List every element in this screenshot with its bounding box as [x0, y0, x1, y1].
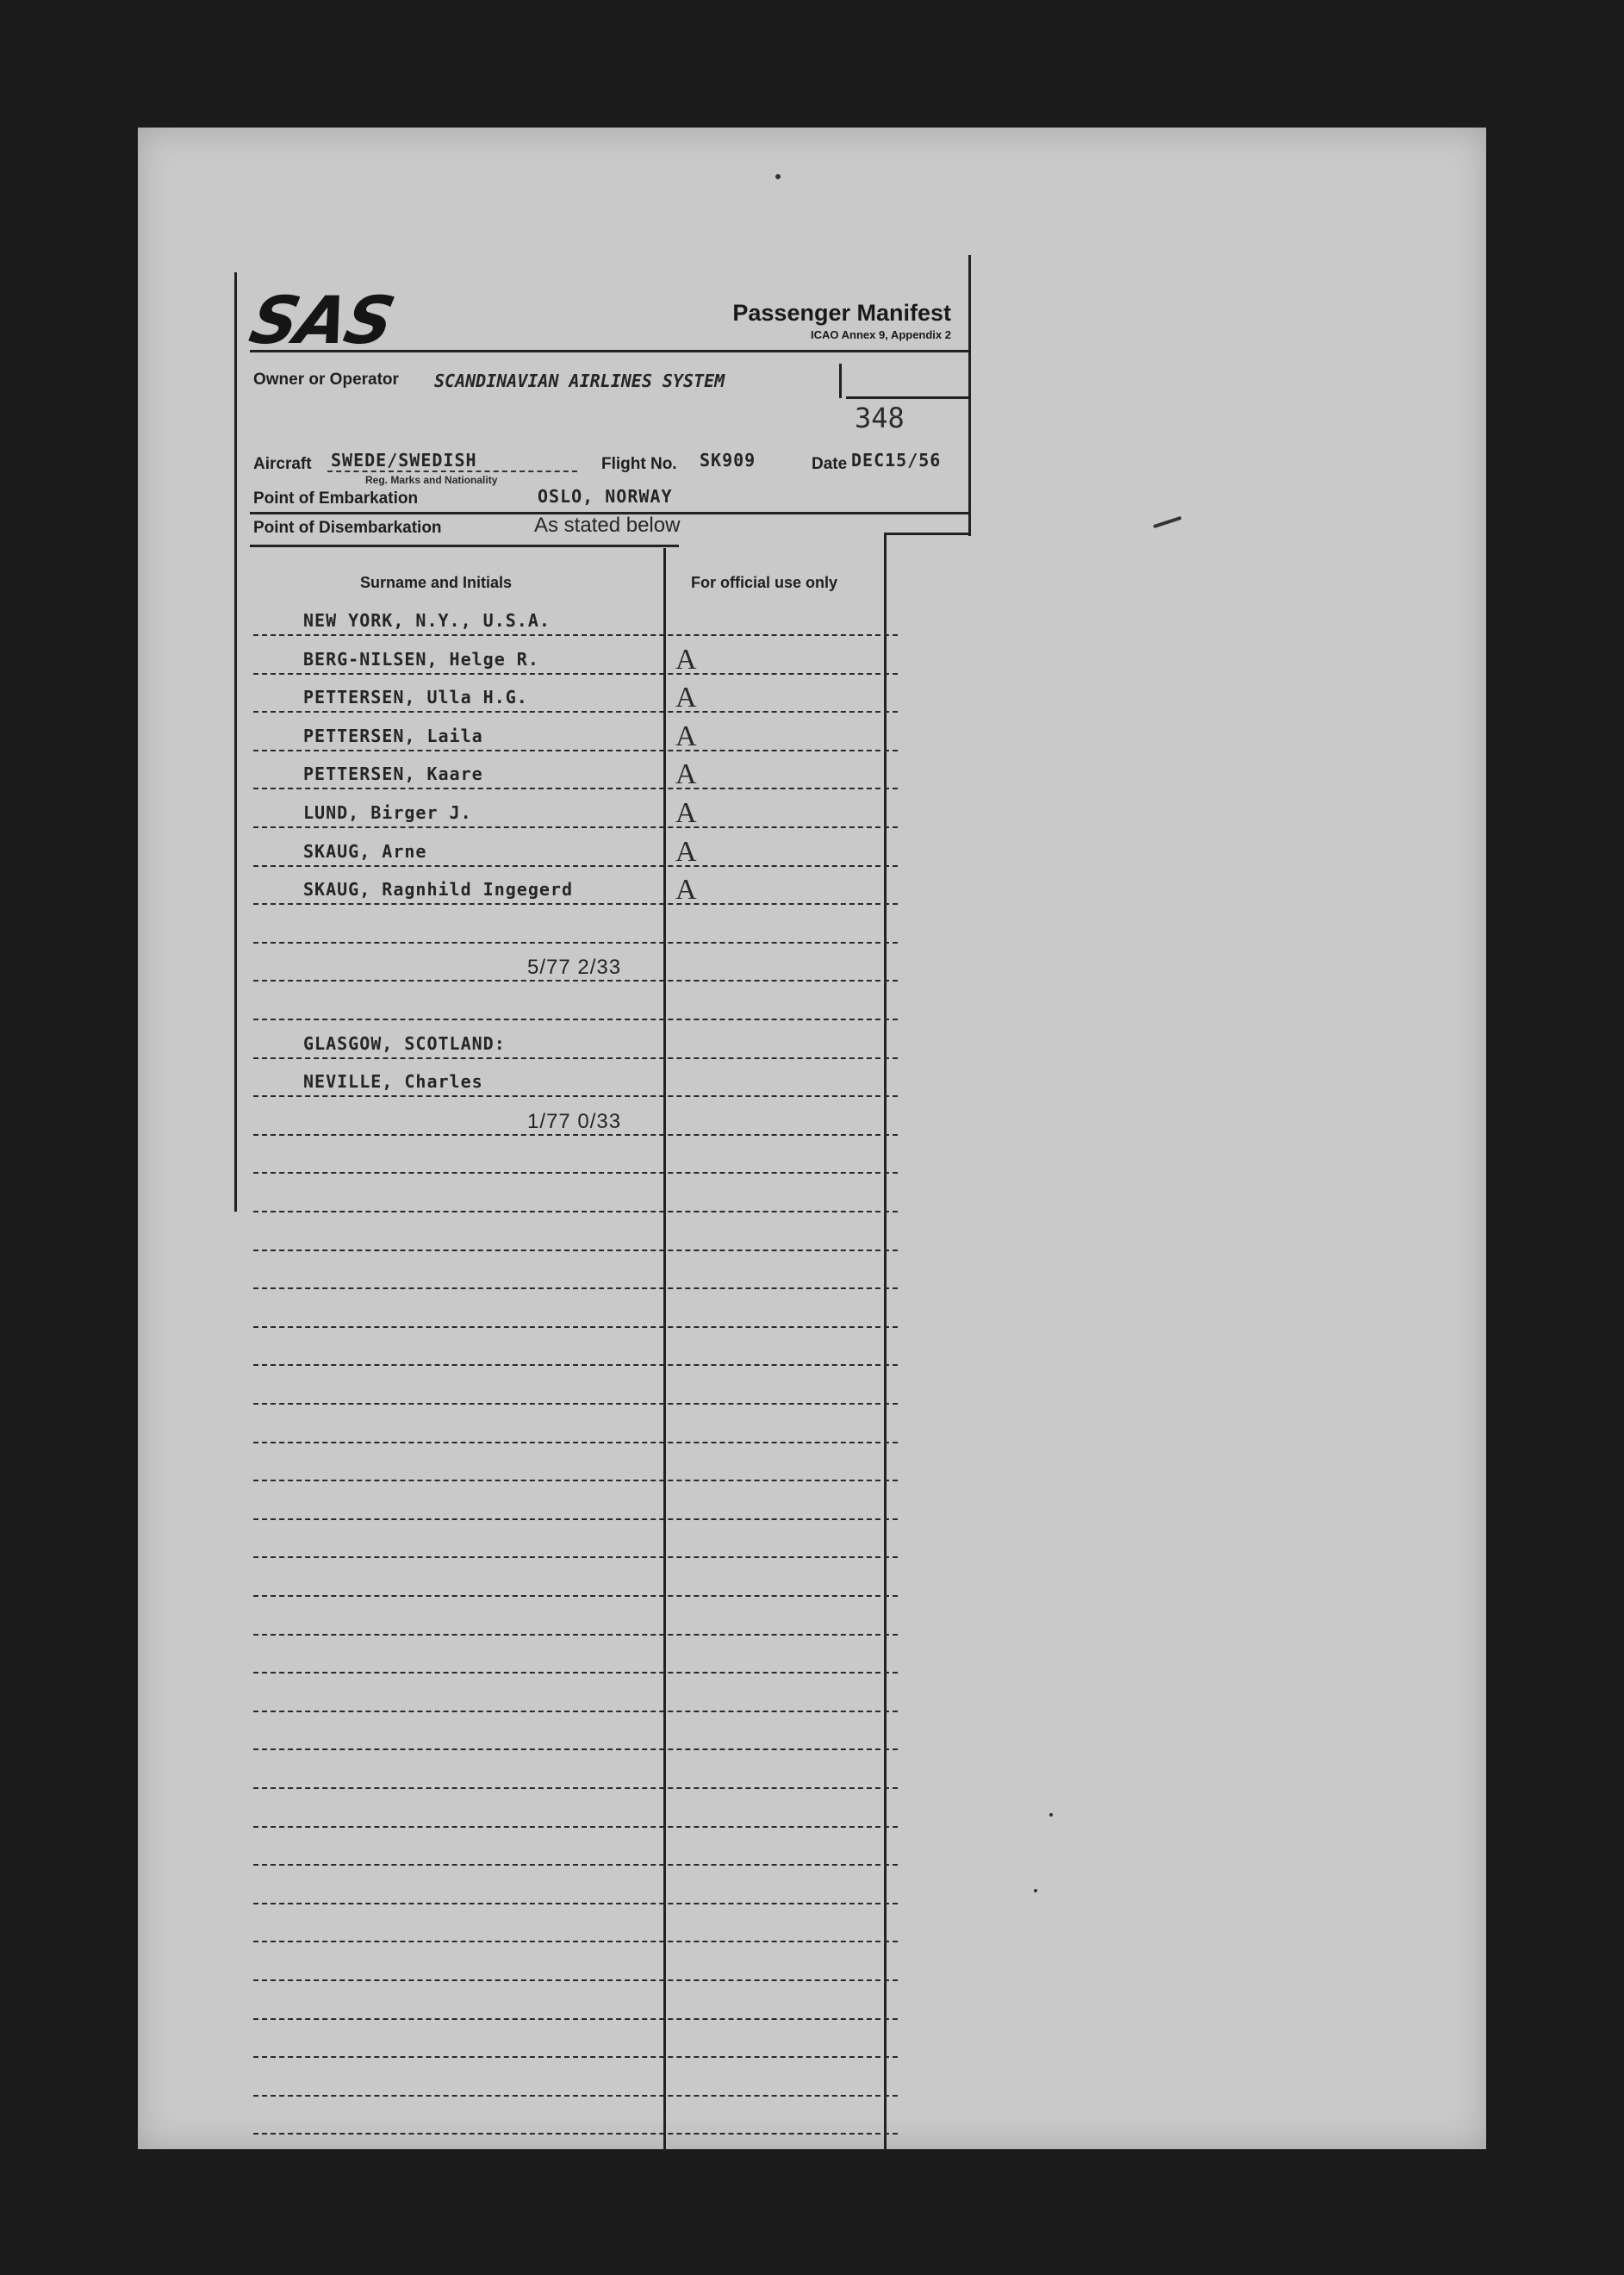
row-rule — [253, 1287, 898, 1289]
official-column-header: For official use only — [691, 574, 838, 591]
row-rule — [253, 1057, 898, 1059]
row-rule — [253, 1211, 898, 1212]
passenger-entry: NEVILLE, Charles — [303, 1071, 483, 1093]
row-rule — [253, 2095, 898, 2097]
row-rule — [253, 1518, 898, 1520]
official-mark: A — [675, 797, 697, 829]
row-rule — [253, 1941, 898, 1942]
passenger-entry: LUND, Birger J. — [303, 802, 472, 823]
row-rule — [253, 1095, 898, 1097]
form-title: Passenger Manifest — [732, 300, 951, 326]
flight-label: Flight No. — [601, 455, 677, 473]
disembark-value: As stated below — [534, 514, 681, 537]
date-value: DEC15/56 — [851, 450, 942, 471]
row-rule — [253, 1442, 898, 1443]
form-subtitle: ICAO Annex 9, Appendix 2 — [810, 328, 951, 341]
row-rule — [253, 1672, 898, 1674]
row-rule — [253, 980, 898, 982]
aircraft-label: Aircraft — [253, 455, 312, 473]
row-rule — [253, 865, 898, 867]
row-rule — [253, 1826, 898, 1828]
row-rule — [253, 1787, 898, 1789]
surname-column-header: Surname and Initials — [360, 574, 513, 591]
row-rule — [253, 2056, 898, 2058]
official-column-right — [884, 533, 887, 2151]
aircraft-value: SWEDE/SWEDISH — [331, 450, 477, 471]
passenger-entry: PETTERSEN, Kaare — [303, 764, 483, 785]
paper-speck — [1034, 1889, 1037, 1892]
sas-logo: SAS — [243, 282, 400, 358]
row-rule — [253, 673, 898, 675]
official-mark: A — [675, 720, 697, 752]
paper-speck — [1049, 1813, 1053, 1817]
header-rule-1 — [250, 350, 970, 352]
owner-divider — [839, 364, 842, 398]
row-rule — [253, 1903, 898, 1904]
row-rule — [253, 826, 898, 828]
passenger-entry: BERG-NILSEN, Helge R. — [303, 648, 539, 670]
row-rule — [253, 1979, 898, 1981]
row-rule — [253, 1480, 898, 1481]
passenger-entry: SKAUG, Ragnhild Ingegerd — [303, 879, 573, 901]
row-rule — [253, 634, 898, 636]
official-mark: A — [675, 682, 697, 714]
paper-speck — [775, 174, 781, 179]
passenger-entry: PETTERSEN, Ulla H.G. — [303, 687, 528, 708]
passenger-entry: 1/77 0/33 — [527, 1109, 622, 1133]
disembark-label: Point of Disembarkation — [253, 519, 442, 537]
row-rule — [253, 1634, 898, 1636]
row-rule — [253, 1556, 898, 1558]
row-rule — [253, 1134, 898, 1136]
row-rule — [253, 1595, 898, 1597]
row-rule — [253, 2018, 898, 2020]
aircraft-note: Reg. Marks and Nationality — [365, 474, 498, 486]
row-rule — [253, 2133, 898, 2135]
official-mark: A — [675, 643, 697, 676]
row-rule — [253, 1748, 898, 1750]
passenger-entry: SKAUG, Arne — [303, 840, 427, 862]
date-label: Date — [812, 455, 848, 473]
row-rule — [253, 1403, 898, 1405]
passenger-entry: PETTERSEN, Laila — [303, 725, 483, 746]
passenger-entry: 5/77 2/33 — [527, 956, 622, 980]
passenger-entry: GLASGOW, SCOTLAND: — [303, 1032, 506, 1054]
sheet-number: 348 — [855, 402, 905, 434]
row-rule — [253, 1172, 898, 1174]
row-rule — [253, 1711, 898, 1712]
row-rule — [253, 750, 898, 751]
row-rule — [253, 1364, 898, 1366]
row-rule — [253, 1250, 898, 1251]
sheet-number-rule — [846, 396, 970, 399]
owner-label: Owner or Operator — [253, 371, 399, 389]
aircraft-underline — [327, 471, 577, 472]
row-rule — [253, 1019, 898, 1020]
row-rule — [253, 788, 898, 789]
embark-value: OSLO, NORWAY — [538, 486, 673, 507]
passenger-manifest-form — [234, 255, 970, 2151]
official-mark: A — [675, 874, 697, 907]
passenger-entry: NEW YORK, N.Y., U.S.A. — [303, 610, 551, 631]
flight-value: SK909 — [700, 450, 756, 471]
left-margin-line — [234, 272, 237, 1212]
official-mark: A — [675, 758, 697, 791]
header-right-border — [968, 255, 971, 536]
row-rule — [253, 942, 898, 944]
row-rule — [253, 1326, 898, 1328]
row-rule — [253, 903, 898, 905]
header-rule-3b — [885, 533, 970, 535]
embark-label: Point of Embarkation — [253, 489, 419, 508]
header-rule-3 — [250, 545, 679, 547]
official-mark: A — [675, 835, 697, 868]
row-rule — [253, 711, 898, 713]
row-rule — [253, 1864, 898, 1866]
owner-value: SCANDINAVIAN AIRLINES SYSTEM — [434, 371, 725, 391]
